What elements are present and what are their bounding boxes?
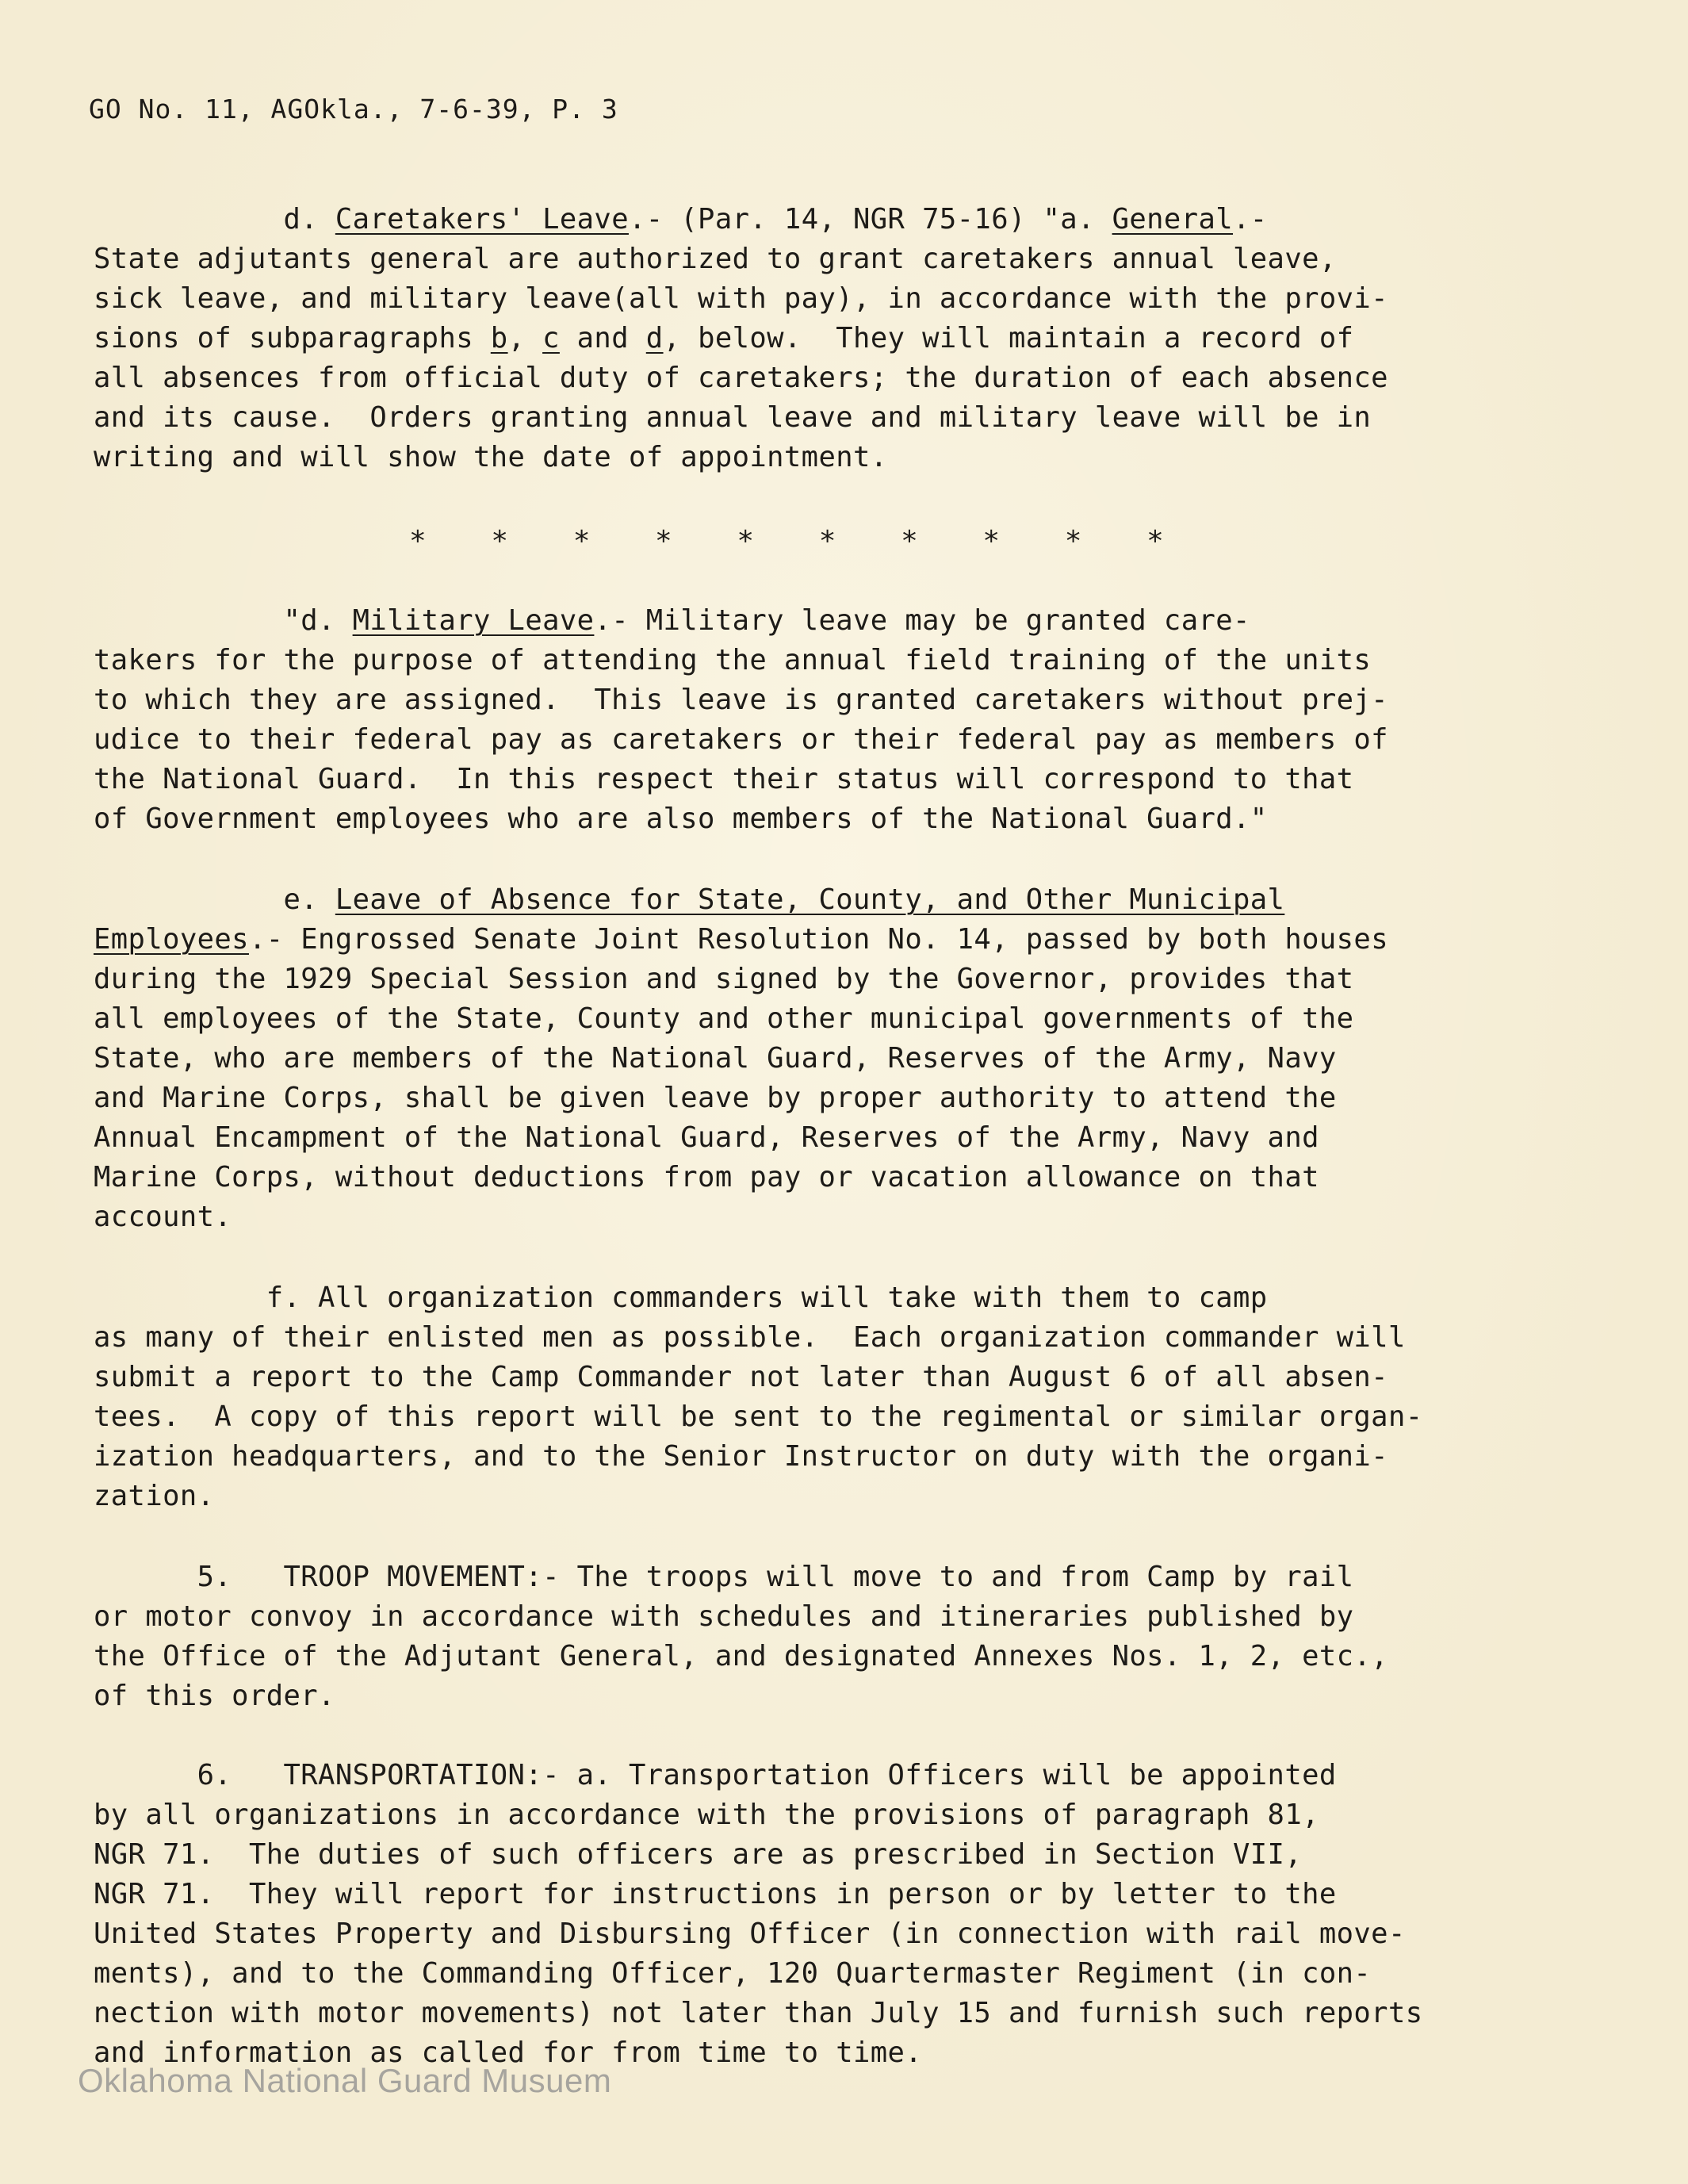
text-run: Annual Encampment of the National Guard, Reserves of the Army, Navy and bbox=[94, 1121, 1319, 1154]
text-line bbox=[94, 1358, 1600, 1397]
paragraph-5-troop-movement bbox=[94, 1558, 1600, 1716]
text-line bbox=[94, 1039, 1600, 1079]
text-line bbox=[94, 799, 1600, 839]
text-line bbox=[94, 1477, 1600, 1516]
text-run: or motor convoy in accordance with schedules and itineraries published by bbox=[94, 1600, 1354, 1633]
text-run: and Marine Corps, shall be given leave by proper authority to attend the bbox=[94, 1082, 1337, 1114]
text-line bbox=[94, 1278, 1600, 1318]
underlined-heading: c bbox=[542, 322, 560, 354]
text-line bbox=[94, 1397, 1600, 1437]
text-line bbox=[94, 319, 1600, 358]
text-run: nection with motor movements) not later than July 15 and furnish such reports bbox=[94, 1997, 1423, 2029]
text-line bbox=[94, 279, 1600, 319]
text-run: , bbox=[507, 322, 543, 354]
text-run: sions of subparagraphs bbox=[94, 322, 491, 354]
text-run: , below. They will maintain a record of bbox=[663, 322, 1354, 354]
text-run: account. bbox=[94, 1201, 232, 1233]
museum-watermark: Oklahoma National Guard Musuem bbox=[78, 2062, 612, 2099]
text-line bbox=[94, 1597, 1600, 1637]
text-run: of Government employees who are also members of the National Guard." bbox=[94, 803, 1268, 835]
text-line bbox=[94, 1795, 1600, 1835]
text-run: takers for the purpose of attending the annual field training of the units bbox=[94, 644, 1372, 676]
text-run: .- (Par. 14, NGR 75-16) "a. bbox=[628, 203, 1112, 236]
underlined-heading: General bbox=[1112, 203, 1234, 236]
text-line bbox=[94, 1158, 1600, 1197]
text-line bbox=[94, 1954, 1600, 1994]
text-run: .- bbox=[1233, 203, 1268, 236]
text-line bbox=[94, 601, 1600, 641]
text-line bbox=[94, 880, 1600, 920]
text-line bbox=[94, 398, 1600, 438]
text-run: State, who are members of the National Guard, Reserves of the Army, Navy bbox=[94, 1042, 1337, 1075]
text-run: and bbox=[559, 322, 646, 354]
text-line bbox=[94, 1118, 1600, 1158]
paragraph-d-military-leave bbox=[94, 601, 1600, 839]
text-line bbox=[94, 1914, 1600, 1954]
text-line bbox=[94, 720, 1600, 760]
text-run: e. bbox=[94, 883, 335, 916]
text-line bbox=[94, 1676, 1600, 1716]
text-run: all employees of the State, County and other municipal governments of the bbox=[94, 1002, 1354, 1035]
text-line bbox=[94, 1835, 1600, 1875]
text-run: 6. TRANSPORTATION:- a. Transportation Officers will be appointed bbox=[94, 1759, 1337, 1791]
text-run: to which they are assigned. This leave is granted caretakers without prej- bbox=[94, 684, 1388, 716]
text-line bbox=[94, 1875, 1600, 1914]
text-run: State adjutants general are authorized to grant caretakers annual leave, bbox=[94, 243, 1337, 275]
text-run: NGR 71. They will report for instructions in person or by letter to the bbox=[94, 1878, 1337, 1910]
text-run: the National Guard. In this respect their status will correspond to that bbox=[94, 763, 1354, 795]
text-line bbox=[94, 641, 1600, 680]
text-line bbox=[94, 1994, 1600, 2033]
text-run: .- Military leave may be granted care- bbox=[594, 604, 1250, 637]
text-line bbox=[94, 1079, 1600, 1118]
text-run: .- Engrossed Senate Joint Resolution No. 14, passed by both houses bbox=[248, 923, 1388, 956]
text-run: United States Property and Disbursing Officer (in connection with rail move- bbox=[94, 1918, 1406, 1950]
underlined-heading: Caretakers' Leave bbox=[335, 203, 629, 236]
text-run: tees. A copy of this report will be sent to the regimental or similar organ- bbox=[94, 1400, 1423, 1433]
text-run: ments), and to the Commanding Officer, 120 Quartermaster Regiment (in con- bbox=[94, 1957, 1372, 1990]
text-line bbox=[94, 680, 1600, 720]
text-run: NGR 71. The duties of such officers are as prescribed in Section VII, bbox=[94, 1838, 1303, 1871]
page-header: GO No. 11, AGOkla., 7-6-39, P. 3 bbox=[89, 94, 618, 125]
text-run: f. All organization commanders will take with them to camp bbox=[94, 1282, 1268, 1314]
text-run: writing and will show the date of appointment. bbox=[94, 441, 888, 473]
text-line bbox=[94, 1756, 1600, 1795]
text-line bbox=[94, 358, 1600, 398]
text-run: by all organizations in accordance with the provisions of paragraph 81, bbox=[94, 1799, 1319, 1831]
underlined-heading: Employees bbox=[94, 923, 249, 956]
text-line bbox=[94, 1197, 1600, 1237]
text-line bbox=[94, 1437, 1600, 1477]
text-line bbox=[94, 1558, 1600, 1597]
underlined-heading: b bbox=[490, 322, 508, 354]
text-run: during the 1929 Special Session and signed by the Governor, provides that bbox=[94, 963, 1354, 995]
text-run: zation. bbox=[94, 1480, 215, 1512]
underlined-heading: Military Leave bbox=[352, 604, 595, 637]
text-run: d. bbox=[94, 203, 335, 236]
text-run: udice to their federal pay as caretakers or their federal pay as members of bbox=[94, 723, 1388, 756]
text-line bbox=[94, 1637, 1600, 1676]
text-line bbox=[94, 438, 1600, 477]
text-run: sick leave, and military leave(all with pay), in accordance with the provi- bbox=[94, 282, 1388, 315]
underlined-heading: d bbox=[645, 322, 664, 354]
text-line bbox=[94, 239, 1600, 279]
text-run: Marine Corps, without deductions from pay or vacation allowance on that bbox=[94, 1161, 1319, 1194]
text-run: all absences from official duty of caretakers; the duration of each absence bbox=[94, 362, 1388, 394]
text-line bbox=[94, 200, 1600, 239]
paragraph-e-leave-of-absence bbox=[94, 880, 1600, 1237]
underlined-heading: Leave of Absence for State, County, and Other Municipal bbox=[335, 883, 1285, 916]
text-line bbox=[94, 999, 1600, 1039]
text-run: ization headquarters, and to the Senior Instructor on duty with the organi- bbox=[94, 1440, 1388, 1473]
text-run: and its cause. Orders granting annual leave and military leave will be in bbox=[94, 401, 1372, 434]
text-line bbox=[94, 760, 1600, 799]
text-line bbox=[94, 920, 1600, 960]
text-run: as many of their enlisted men as possible. Each organization commander will bbox=[94, 1321, 1406, 1354]
section-separator: * * * * * * * * * * bbox=[409, 525, 1164, 557]
text-run: and information as called for from time to time. bbox=[94, 2036, 923, 2069]
paragraph-6-transportation bbox=[94, 1756, 1600, 2073]
text-run: 5. TROOP MOVEMENT:- The troops will move to and from Camp by rail bbox=[94, 1561, 1354, 1593]
text-run: submit a report to the Camp Commander not later than August 6 of all absen- bbox=[94, 1361, 1388, 1393]
text-run: of this order. bbox=[94, 1680, 335, 1712]
text-line bbox=[94, 960, 1600, 999]
text-run: "d. bbox=[94, 604, 353, 637]
paragraph-f-organization-commanders bbox=[94, 1278, 1600, 1516]
text-run: the Office of the Adjutant General, and designated Annexes Nos. 1, 2, etc., bbox=[94, 1640, 1388, 1672]
text-line bbox=[94, 1318, 1600, 1358]
paragraph-d-caretakers-leave bbox=[94, 200, 1600, 477]
